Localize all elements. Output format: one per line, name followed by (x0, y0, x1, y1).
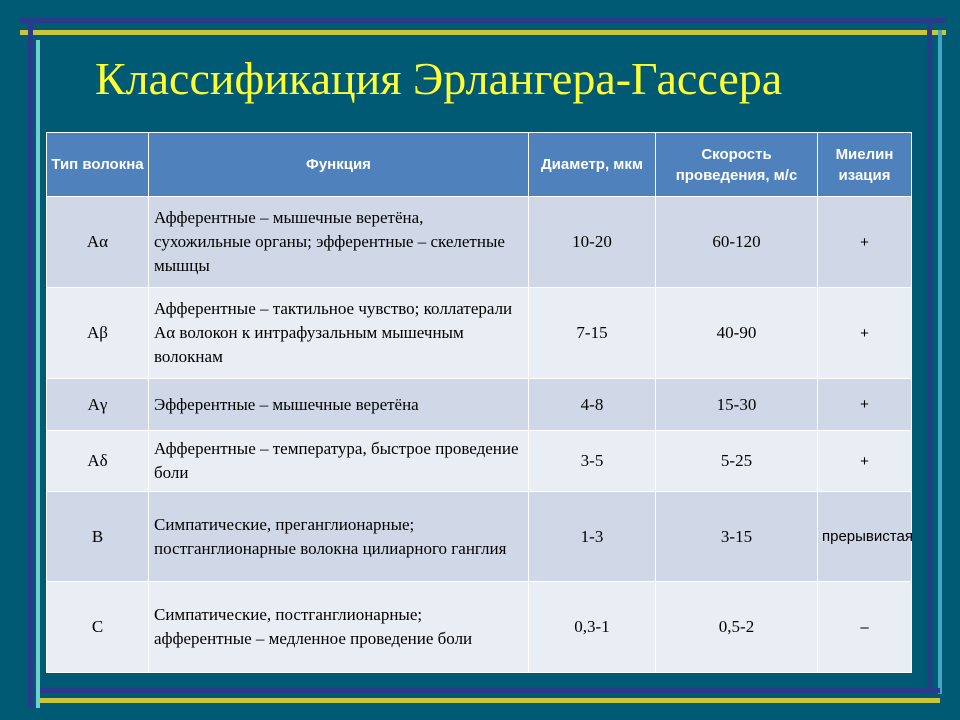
cell-type: Aα (47, 197, 149, 288)
cell-diameter: 10-20 (529, 197, 656, 288)
header-speed: Скорость проведения, м/с (656, 133, 818, 197)
cell-speed: 15-30 (656, 379, 818, 431)
cell-myelin: + (818, 197, 912, 288)
cell-type: Aδ (47, 431, 149, 492)
cell-myelin: прерывистая (818, 492, 912, 582)
table-row (47, 379, 912, 431)
table-row (47, 197, 912, 288)
header-type: Тип волокна (47, 133, 149, 197)
frame-top-blue-line (20, 18, 946, 23)
cell-diameter: 3-5 (529, 431, 656, 492)
cell-speed: 40-90 (656, 288, 818, 379)
table-row (47, 288, 912, 379)
cell-myelin: + (818, 379, 912, 431)
cell-function: Афферентные – тактильное чувство; коллатерали Aα волокон к интрафузальным мышечным волокнам (149, 288, 529, 379)
cell-function: Симпатические, постганглионарные; афферентные – медленное проведение боли (149, 582, 529, 673)
table-row (47, 492, 912, 582)
table-row (47, 582, 912, 673)
cell-myelin: + (818, 431, 912, 492)
cell-type: Aγ (47, 379, 149, 431)
slide-title: Классификация Эрлангера-Гассера (95, 53, 783, 104)
header-myelin: Миелин изация (818, 133, 912, 197)
table-header-row (47, 133, 912, 197)
cell-diameter: 4-8 (529, 379, 656, 431)
cell-speed: 60-120 (656, 197, 818, 288)
cell-diameter: 7-15 (529, 288, 656, 379)
cell-type: B (47, 492, 149, 582)
cell-function: Симпатические, преганглионарные; постганглионарные волокна цилиарного ганглия (149, 492, 529, 582)
frame-right-cyan-line (938, 30, 942, 694)
header-function: Функция (149, 133, 529, 197)
cell-diameter: 1-3 (529, 492, 656, 582)
frame-top-yellow-line (20, 30, 946, 35)
frame-bottom-blue-line (40, 688, 940, 693)
frame-right-blue-line (927, 18, 932, 694)
cell-function: Афферентные – температура, быстрое проведение боли (149, 431, 529, 492)
cell-myelin: – (818, 582, 912, 673)
header-diameter: Диаметр, мкм (529, 133, 656, 197)
frame-bottom-yellow-line (40, 698, 940, 703)
cell-speed: 5-25 (656, 431, 818, 492)
cell-type: Aβ (47, 288, 149, 379)
cell-type: C (47, 582, 149, 673)
cell-myelin: + (818, 288, 912, 379)
table-row (47, 431, 912, 492)
cell-speed: 0,5-2 (656, 582, 818, 673)
cell-function: Афферентные – мышечные веретёна, сухожильные органы; эфферентные – скелетные мышцы (149, 197, 529, 288)
cell-speed: 3-15 (656, 492, 818, 582)
classification-table (46, 132, 912, 673)
cell-function: Эфферентные – мышечные веретёна (149, 379, 529, 431)
frame-left-blue-line (28, 18, 33, 708)
cell-diameter: 0,3-1 (529, 582, 656, 673)
frame-left-cyan-line (36, 40, 40, 708)
